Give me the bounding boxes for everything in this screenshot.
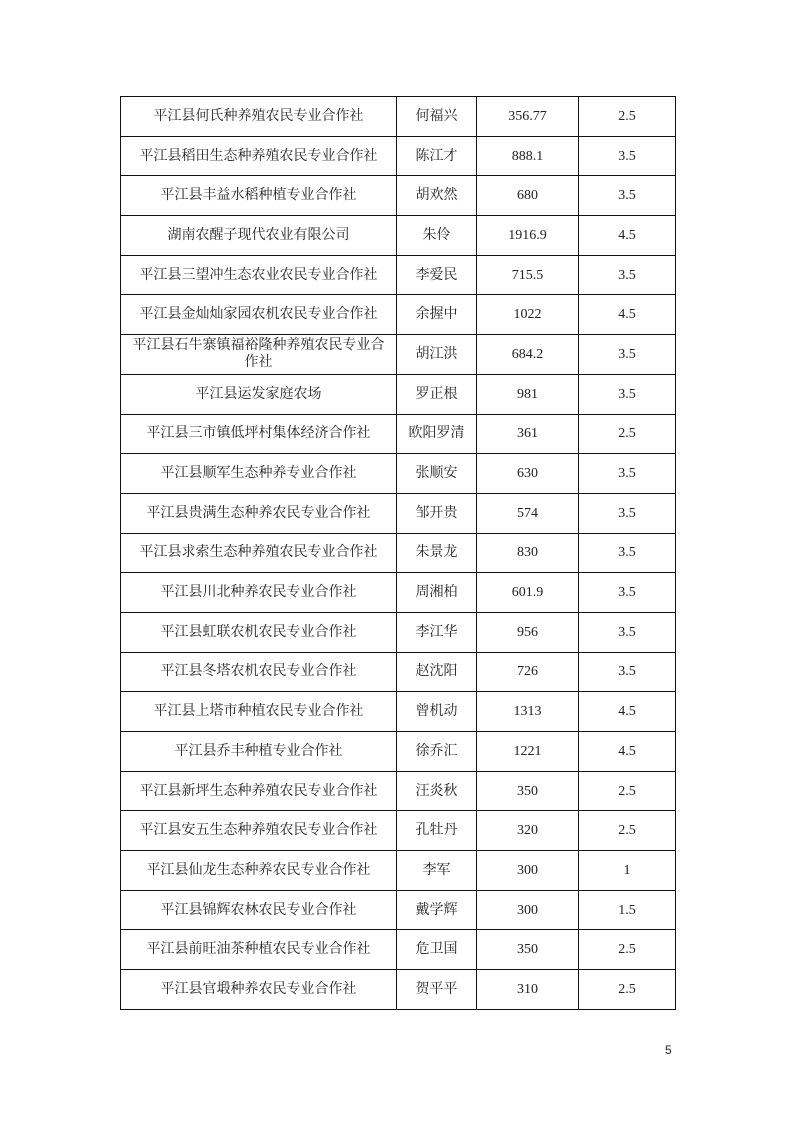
table-row	[121, 890, 676, 930]
cooperative-table	[120, 96, 676, 1010]
amount-cell: 300	[477, 851, 579, 891]
rate-cell: 2.5	[579, 930, 676, 970]
table-row	[121, 97, 676, 137]
table-row	[121, 811, 676, 851]
table-row	[121, 692, 676, 732]
rate-cell: 3.5	[579, 176, 676, 216]
contact-person-cell: 胡江洪	[397, 335, 477, 375]
amount-cell: 684.2	[477, 335, 579, 375]
amount-cell: 1916.9	[477, 216, 579, 256]
table-row	[121, 493, 676, 533]
table-row	[121, 771, 676, 811]
contact-person-cell: 罗正根	[397, 374, 477, 414]
contact-person-cell: 胡欢然	[397, 176, 477, 216]
amount-cell: 680	[477, 176, 579, 216]
amount-cell: 1313	[477, 692, 579, 732]
amount-cell: 715.5	[477, 255, 579, 295]
contact-person-cell: 戴学辉	[397, 890, 477, 930]
org-name-cell: 平江县新坪生态种养殖农民专业合作社	[121, 771, 397, 811]
rate-cell: 3.5	[579, 573, 676, 613]
rate-cell: 3.5	[579, 612, 676, 652]
rate-cell: 4.5	[579, 216, 676, 256]
table-row	[121, 374, 676, 414]
rate-cell: 2.5	[579, 970, 676, 1010]
org-name-cell: 平江县三望冲生态农业农民专业合作社	[121, 255, 397, 295]
rate-cell: 3.5	[579, 136, 676, 176]
table-body	[121, 97, 676, 1010]
table-row	[121, 136, 676, 176]
table-row	[121, 652, 676, 692]
rate-cell: 1	[579, 851, 676, 891]
rate-cell: 3.5	[579, 493, 676, 533]
table-row	[121, 732, 676, 772]
amount-cell: 981	[477, 374, 579, 414]
table-row	[121, 335, 676, 375]
contact-person-cell: 邹开贵	[397, 493, 477, 533]
org-name-cell: 平江县丰益水稻种植专业合作社	[121, 176, 397, 216]
amount-cell: 1221	[477, 732, 579, 772]
org-name-cell: 平江县顺军生态种养专业合作社	[121, 454, 397, 494]
contact-person-cell: 朱景龙	[397, 533, 477, 573]
contact-person-cell: 曾机动	[397, 692, 477, 732]
amount-cell: 310	[477, 970, 579, 1010]
table-row	[121, 573, 676, 613]
org-name-cell: 平江县求索生态种养殖农民专业合作社	[121, 533, 397, 573]
amount-cell: 574	[477, 493, 579, 533]
org-name-cell: 平江县乔丰种植专业合作社	[121, 732, 397, 772]
table-row	[121, 295, 676, 335]
contact-person-cell: 朱伶	[397, 216, 477, 256]
contact-person-cell: 汪炎秋	[397, 771, 477, 811]
rate-cell: 3.5	[579, 255, 676, 295]
rate-cell: 2.5	[579, 414, 676, 454]
amount-cell: 1022	[477, 295, 579, 335]
contact-person-cell: 孔牡丹	[397, 811, 477, 851]
org-name-cell: 平江县冬塔农机农民专业合作社	[121, 652, 397, 692]
rate-cell: 2.5	[579, 771, 676, 811]
amount-cell: 300	[477, 890, 579, 930]
table-row	[121, 612, 676, 652]
amount-cell: 350	[477, 930, 579, 970]
org-name-cell: 平江县金灿灿家园农机农民专业合作社	[121, 295, 397, 335]
rate-cell: 3.5	[579, 374, 676, 414]
org-name-cell: 平江县石牛寨镇福裕隆种养殖农民专业合作社	[121, 335, 397, 375]
org-name-cell: 平江县稻田生态种养殖农民专业合作社	[121, 136, 397, 176]
org-name-cell: 平江县安五生态种养殖农民专业合作社	[121, 811, 397, 851]
org-name-cell: 平江县上塔市种植农民专业合作社	[121, 692, 397, 732]
contact-person-cell: 徐乔汇	[397, 732, 477, 772]
rate-cell: 4.5	[579, 295, 676, 335]
rate-cell: 3.5	[579, 454, 676, 494]
org-name-cell: 平江县三市镇低坪村集体经济合作社	[121, 414, 397, 454]
amount-cell: 830	[477, 533, 579, 573]
org-name-cell: 平江县贵满生态种养农民专业合作社	[121, 493, 397, 533]
contact-person-cell: 陈江才	[397, 136, 477, 176]
rate-cell: 3.5	[579, 652, 676, 692]
table-row	[121, 216, 676, 256]
amount-cell: 630	[477, 454, 579, 494]
contact-person-cell: 赵沈阳	[397, 652, 477, 692]
org-name-cell: 平江县运发家庭农场	[121, 374, 397, 414]
contact-person-cell: 贺平平	[397, 970, 477, 1010]
rate-cell: 4.5	[579, 732, 676, 772]
table-row	[121, 970, 676, 1010]
org-name-cell: 湖南农醒子现代农业有限公司	[121, 216, 397, 256]
table-row	[121, 930, 676, 970]
org-name-cell: 平江县官塅种养农民专业合作社	[121, 970, 397, 1010]
amount-cell: 350	[477, 771, 579, 811]
rate-cell: 2.5	[579, 811, 676, 851]
amount-cell: 956	[477, 612, 579, 652]
org-name-cell: 平江县何氏种养殖农民专业合作社	[121, 97, 397, 137]
amount-cell: 888.1	[477, 136, 579, 176]
contact-person-cell: 欧阳罗清	[397, 414, 477, 454]
org-name-cell: 平江县前旺油茶种植农民专业合作社	[121, 930, 397, 970]
page-number: 5	[665, 1043, 672, 1057]
contact-person-cell: 李江华	[397, 612, 477, 652]
table-row	[121, 176, 676, 216]
rate-cell: 3.5	[579, 533, 676, 573]
amount-cell: 356.77	[477, 97, 579, 137]
org-name-cell: 平江县虹联农机农民专业合作社	[121, 612, 397, 652]
contact-person-cell: 何福兴	[397, 97, 477, 137]
rate-cell: 1.5	[579, 890, 676, 930]
org-name-cell: 平江县锦辉农林农民专业合作社	[121, 890, 397, 930]
table-row	[121, 454, 676, 494]
rate-cell: 2.5	[579, 97, 676, 137]
contact-person-cell: 李军	[397, 851, 477, 891]
contact-person-cell: 余握中	[397, 295, 477, 335]
amount-cell: 726	[477, 652, 579, 692]
rate-cell: 4.5	[579, 692, 676, 732]
org-name-cell: 平江县仙龙生态种养农民专业合作社	[121, 851, 397, 891]
table-row	[121, 851, 676, 891]
amount-cell: 361	[477, 414, 579, 454]
contact-person-cell: 李爱民	[397, 255, 477, 295]
table-row	[121, 533, 676, 573]
table-row	[121, 414, 676, 454]
amount-cell: 320	[477, 811, 579, 851]
org-name-cell: 平江县川北种养农民专业合作社	[121, 573, 397, 613]
table-row	[121, 255, 676, 295]
amount-cell: 601.9	[477, 573, 579, 613]
contact-person-cell: 周湘柏	[397, 573, 477, 613]
contact-person-cell: 张顺安	[397, 454, 477, 494]
contact-person-cell: 危卫国	[397, 930, 477, 970]
rate-cell: 3.5	[579, 335, 676, 375]
